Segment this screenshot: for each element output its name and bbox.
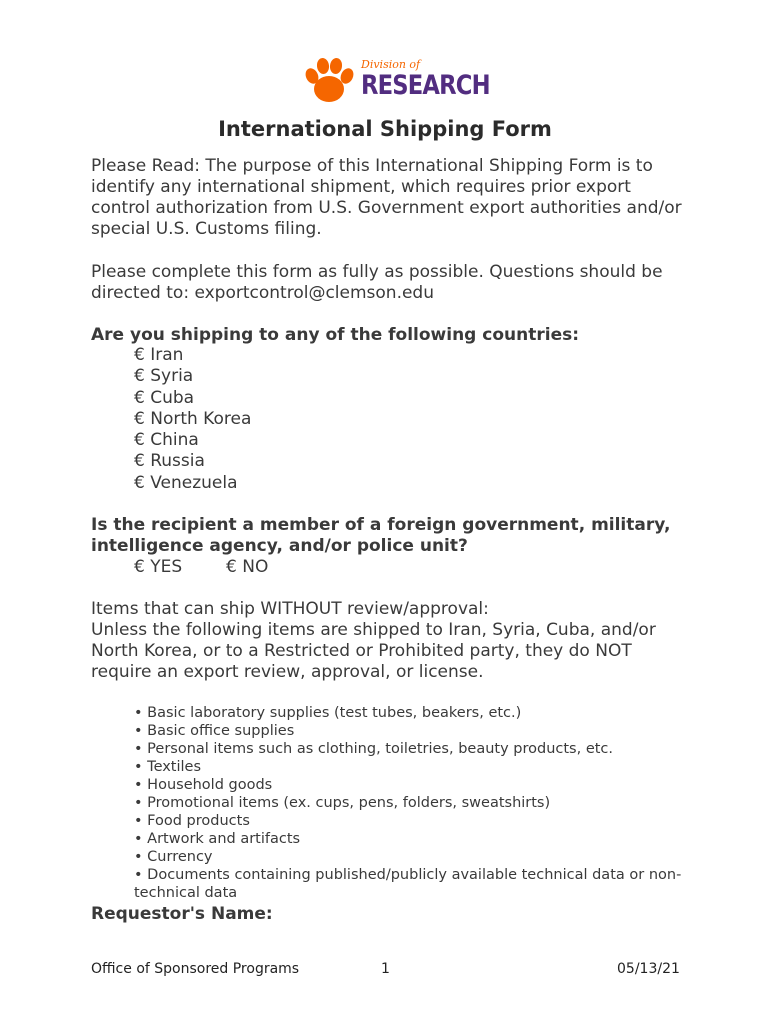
country-label: Russia [150,451,205,471]
bullet-icon: • [134,849,143,865]
countries-question: Are you shipping to any of the following countries: [91,325,580,345]
logo-research-text: RESEARCH [361,70,490,101]
bullet-icon: • [134,831,143,847]
checkbox-icon[interactable]: € [134,409,145,429]
list-item: • Documents containing published/publicly available technical data or non-technical data [134,867,682,901]
bullet-icon: • [134,777,143,793]
checkbox-icon[interactable]: € [134,345,145,365]
checkbox-icon[interactable]: € [134,430,145,450]
checkbox-icon[interactable]: € [134,388,145,408]
list-item: • Basic laboratory supplies (test tubes, beakers, etc.) [134,705,522,721]
recipient-question: Is the recipient a member of a foreign government, military, intelligence agency, and/or police unit? [91,515,671,556]
bullet-icon: • [134,705,143,721]
country-label: Iran [150,345,184,365]
list-item: • Artwork and artifacts [134,831,301,847]
list-item: • Household goods [134,777,273,793]
bullet-icon: • [134,723,143,739]
footer-office: Office of Sponsored Programs [91,961,300,977]
page-title: International Shipping Form [218,117,552,141]
items-intro-paragraph: Unless the following items are shipped to Iran, Syria, Cuba, and/or North Korea, or to a Restricted or Prohibited party, they do NOT require an export review, approval, or license. [91,620,656,682]
checkbox-icon[interactable]: € [226,557,237,577]
country-label: Syria [150,366,194,386]
contact-paragraph: Please complete this form as fully as possible. Questions should be directed to: exportcontrol@clemson.edu [91,262,663,303]
list-item: • Personal items such as clothing, toiletries, beauty products, etc. [134,741,614,757]
country-label: Venezuela [150,473,238,493]
country-option-iran[interactable] [134,345,183,366]
country-label: Cuba [150,388,195,408]
bullet-icon: • [134,867,143,883]
country-option-venezuela[interactable] [134,473,238,494]
bullet-icon: • [134,795,143,811]
footer-date: 05/13/21 [617,961,680,977]
list-item: • Food products [134,813,250,829]
list-item: • Promotional items (ex. cups, pens, folders, sweatshirts) [134,795,551,811]
yes-label: YES [150,557,183,577]
checkbox-icon[interactable]: € [134,557,145,577]
checkbox-icon[interactable]: € [134,473,145,493]
intro-paragraph: Please Read: The purpose of this International Shipping Form is to identify any international shipment, which requires prior export control authorization from U.S. Government export authorities and/or special U.S. Customs filing. [91,156,682,239]
list-item: • Currency [134,849,213,865]
division-of-research-logo [303,56,490,106]
country-option-north-korea[interactable] [134,409,251,430]
country-option-russia[interactable] [134,451,205,472]
logo-division-text: Division of [361,58,421,71]
list-item: • Basic office supplies [134,723,295,739]
bullet-icon: • [134,741,143,757]
country-option-cuba[interactable] [134,388,194,409]
country-option-china[interactable] [134,430,199,451]
footer-page-number: 1 [381,961,390,977]
recipient-yes-option[interactable] [134,557,182,578]
no-label: NO [242,557,269,577]
country-label: North Korea [150,409,252,429]
list-item: • Textiles [134,759,202,775]
country-option-syria[interactable] [134,366,193,387]
checkbox-icon[interactable]: € [134,366,145,386]
recipient-no-option[interactable] [226,557,268,578]
bullet-icon: • [134,759,143,775]
items-heading: Items that can ship WITHOUT review/approval: [91,599,489,619]
tiger-paw-icon [303,56,355,106]
requestor-name-label: Requestor's Name: [91,904,273,924]
country-label: China [150,430,199,450]
checkbox-icon[interactable]: € [134,451,145,471]
bullet-icon: • [134,813,143,829]
